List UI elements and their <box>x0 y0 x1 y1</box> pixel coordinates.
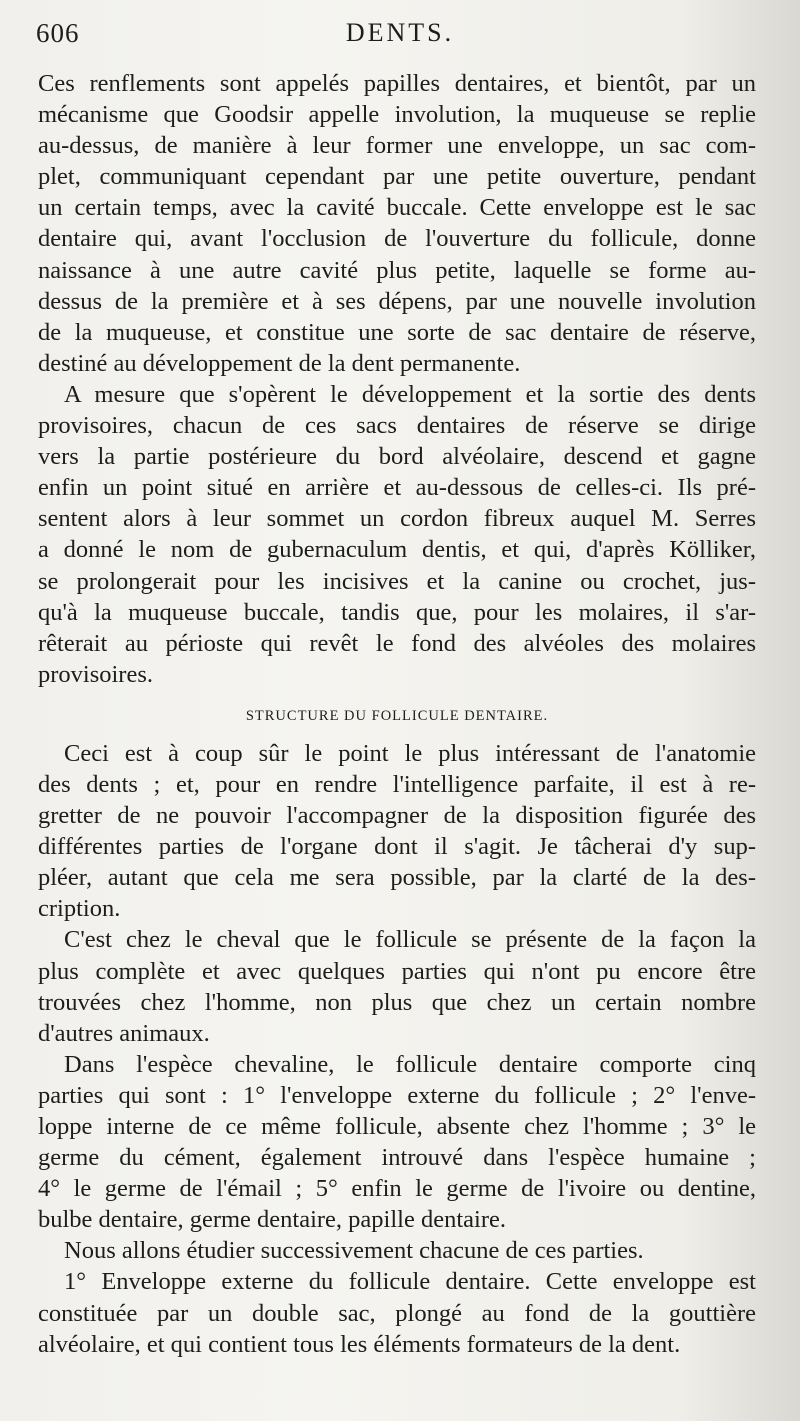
text-line: trouvées chez l'homme, non plus que chez un certain nombre <box>38 988 756 1016</box>
text-line: loppe interne de ce même follicule, absente chez l'homme ; 3° le <box>38 1113 756 1140</box>
text-line: qu'à la muqueuse buccale, tandis que, pour les molaires, il s'ar- <box>38 598 756 626</box>
text-line: dessus de la première et à ses dépens, par une nouvelle involution <box>38 287 756 315</box>
body-text <box>38 68 756 1360</box>
text-line: bulbe dentaire, germe dentaire, papille dentaire. <box>38 1206 507 1234</box>
text-line: parties qui sont : 1° l'enveloppe externe du follicule ; 2° l'enve- <box>38 1081 756 1109</box>
text-line: destiné au développement de la dent permanente. <box>38 349 521 377</box>
text-line: enfin un point situé en arrière et au-dessous de celles-ci. Ils pré- <box>38 474 756 502</box>
page-number: 606 <box>36 18 80 48</box>
text-line: alvéolaire, et qui contient tous les éléments formateurs de la dent. <box>38 1330 681 1358</box>
text-line: de la muqueuse, et constitue une sorte de sac dentaire de réserve, <box>38 318 756 346</box>
text-line: d'autres animaux. <box>38 1019 210 1047</box>
text-line: vers la partie postérieure du bord alvéolaire, descend et gagne <box>38 443 756 471</box>
paragraph <box>38 68 756 379</box>
text-line: Ces renflements sont appelés papilles dentaires, et bientôt, par un <box>38 70 756 97</box>
text-line: sentent alors à leur sommet un cordon fibreux auquel M. Serres <box>38 505 756 533</box>
text-line: rêterait au périoste qui revêt le fond des alvéoles des molaires <box>38 629 756 657</box>
paragraph <box>38 924 756 1048</box>
text-line: dentaire qui, avant l'occlusion de l'ouverture du follicule, donne <box>38 225 756 253</box>
text-line: provisoires. <box>38 660 153 688</box>
text-line: pléer, autant que cela me sera possible, par la clarté de la des- <box>38 864 756 892</box>
text-line: cription. <box>38 895 121 923</box>
running-head: DENTS. <box>345 18 455 47</box>
paragraph <box>38 1266 756 1359</box>
text-line: Ceci est à coup sûr le point le plus intéressant de l'anatomie <box>64 739 756 767</box>
text-line: A mesure que s'opèrent le développement et la sortie des dents <box>64 380 756 408</box>
text-line: germe du cément, également introuvé dans l'espèce humaine ; <box>38 1144 756 1172</box>
text-line: naissance à une autre cavité plus petite, laquelle se forme au- <box>38 256 756 284</box>
text-line: provisoires, chacun de ces sacs dentaires de réserve se dirige <box>38 412 756 440</box>
paragraph <box>38 379 756 690</box>
text-line: se prolongerait pour les incisives et la canine ou crochet, jus- <box>38 567 756 595</box>
text-line: un certain temps, avec la cavité buccale. Cette enveloppe est le sac <box>38 194 756 222</box>
text-line: mécanisme que Goodsir appelle involution, la muqueuse se replie <box>38 101 756 129</box>
text-line: Nous allons étudier successivement chacune de ces parties. <box>64 1237 644 1265</box>
text-line: Dans l'espèce chevaline, le follicule dentaire comporte cinq <box>64 1050 756 1078</box>
text-line: 1° Enveloppe externe du follicule dentaire. Cette enveloppe est <box>64 1268 756 1296</box>
text-line: des dents ; et, pour en rendre l'intelligence parfaite, il est à re- <box>38 770 756 798</box>
text-line: gretter de ne pouvoir l'accompagner de la disposition figurée des <box>38 802 756 830</box>
paragraph <box>38 1235 756 1266</box>
text-line: C'est chez le cheval que le follicule se présente de la façon la <box>64 926 756 954</box>
paragraph <box>38 738 756 925</box>
section-heading: STRUCTURE DU FOLLICULE DENTAIRE. <box>245 707 549 724</box>
text-line: au-dessus, de manière à leur former une enveloppe, un sac com- <box>38 132 756 160</box>
paragraph <box>38 1049 756 1236</box>
text-line: plus complète et avec quelques parties qui n'ont pu encore être <box>38 957 756 985</box>
text-line: 4° le germe de l'émail ; 5° enfin le germe de l'ivoire ou dentine, <box>38 1175 756 1203</box>
text-line: constituée par un double sac, plongé au fond de la gouttière <box>38 1299 756 1327</box>
text-line: plet, communiquant cependant par une petite ouverture, pendant <box>38 163 756 191</box>
text-line: différentes parties de l'organe dont il s'agit. Je tâcherai d'y sup- <box>38 833 756 861</box>
text-line: a donné le nom de gubernaculum dentis, et qui, d'après Kölliker, <box>38 536 756 564</box>
